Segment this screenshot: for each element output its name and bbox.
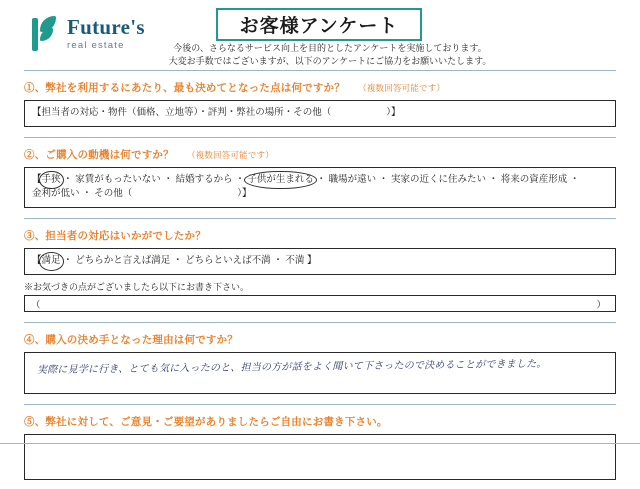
intro-line-2: 大変お手数ではございますが、以下のアンケートにご協力をお願いいたします。	[168, 56, 492, 67]
question-1-text: ①、弊社を利用するにあたり、最も決めてとなった点は何ですか？	[24, 82, 345, 94]
page-title: お客様アンケート	[239, 16, 399, 37]
question-1-choices[interactable]	[24, 100, 616, 127]
question-3-label: ③、担当者の対応はいかがでしたか？	[24, 230, 206, 243]
page-header	[0, 0, 640, 70]
intro-line-1: 今後の、さらなるサービス向上を目的としたアンケートを実施しております。	[173, 43, 487, 53]
logo-subtitle: real estate	[67, 40, 125, 52]
question-2-note: （複数回答可能です）	[186, 149, 274, 160]
divider-4	[24, 404, 616, 405]
q1-open-bracket: 【	[32, 107, 42, 118]
q3-entry-left-paren: （	[31, 299, 41, 311]
form-title-box	[216, 8, 422, 41]
divider-1	[24, 137, 616, 138]
divider-bottom	[0, 443, 640, 444]
logo-title: Future's	[67, 15, 145, 40]
divider-2	[24, 218, 616, 219]
form-body	[24, 70, 616, 489]
question-2-label	[24, 147, 616, 162]
q2-line2-end: ）】	[237, 188, 252, 200]
question-3-choices[interactable]	[24, 248, 616, 275]
divider-top	[24, 70, 616, 71]
q3-open-bracket: 【	[32, 255, 42, 267]
question-1-note: （複数回答可能です）	[358, 83, 446, 93]
question-3-entry[interactable]	[24, 295, 616, 312]
question-3-note: ※お気づきの点がございましたら以下にお書き下さい。	[24, 281, 250, 292]
question-4-answer-box[interactable]	[24, 352, 616, 394]
question-5	[24, 414, 616, 480]
question-5-label: ⑤、弊社に対して、ご意見・ご要望がありましたらご自由にお書き下さい。	[24, 415, 388, 428]
question-4-answer-text: 実際に見学に行き、とても気に入ったのと、担当の方が話をよく聞いて下さったので決めることができました。	[36, 358, 547, 376]
q2-line1-visible: ・ 家賃がもったいない ・ 結婚するから ・ 子供が生まれる ・ 職場が遠い ・ 実家の近くに住みたい ・ 将来の資産形成 ・	[61, 174, 580, 185]
q3-entry-right-paren: ）	[596, 299, 606, 311]
question-2-choices[interactable]	[24, 167, 616, 208]
q2-selected-choice-kodomo[interactable]: 子供が生まれる	[247, 173, 314, 188]
question-2-text: ②、ご購入の動機は何ですか？	[24, 148, 174, 161]
q3-choice-rest: ・ どちらかと言えば満足 ・ どちらといえば不満 ・ 不満 】	[60, 255, 317, 267]
intro-text	[120, 42, 540, 68]
question-1	[24, 80, 616, 127]
leaf-logo-icon	[26, 16, 60, 52]
question-4-label: ④、購入の決め手となった理由は何ですか？	[24, 333, 238, 346]
q2-selected-choice-tesema[interactable]: 手狭	[42, 173, 61, 188]
question-3	[24, 228, 616, 312]
q3-selected-choice-manzoku[interactable]: 満足	[42, 254, 61, 269]
question-2	[24, 147, 616, 208]
q2-open-bracket: 【	[32, 173, 42, 185]
q2-choice-line-1	[32, 173, 608, 188]
q2-line2-text: 金利が低い ・ その他（	[32, 188, 133, 200]
q1-choice-text: 担当者の対応・物件（価格、立地等）・評判・弊社の場所・その他（	[41, 107, 332, 118]
question-4	[24, 332, 616, 394]
logo-stem-shape	[32, 18, 38, 51]
q1-close-bracket: ）】	[386, 107, 401, 118]
divider-3	[24, 322, 616, 323]
question-1-label	[24, 80, 616, 95]
question-5-answer-box[interactable]	[24, 434, 616, 480]
q2-choice-line-2	[32, 187, 608, 202]
